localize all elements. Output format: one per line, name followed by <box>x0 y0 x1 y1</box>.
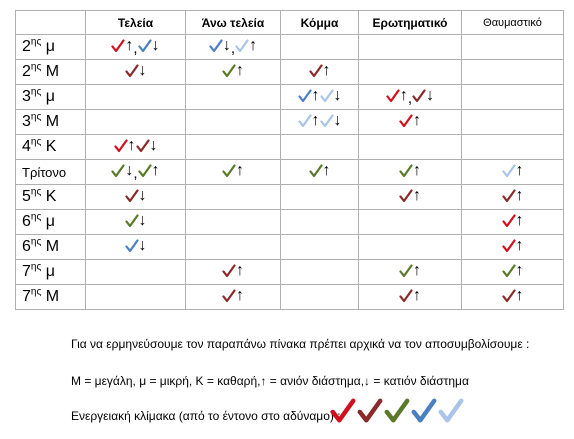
energy-scale-label: Ενεργειακή κλίμακα (από το έντονο στο αδύναμο) : <box>71 409 341 423</box>
ordinal-suffix: ης <box>30 211 42 223</box>
table-row <box>16 60 564 85</box>
table-cell <box>186 160 281 185</box>
ordinal-suffix: ης <box>30 111 42 123</box>
arrow-up-icon: ↑ <box>322 61 331 79</box>
check-icon <box>412 89 426 103</box>
interval-quality: μ <box>45 88 55 105</box>
arrow-up-icon: ↑ <box>413 261 421 279</box>
arrow-up-icon: ↑ <box>249 36 258 54</box>
table-cell <box>186 260 281 285</box>
check-icon <box>330 398 356 424</box>
interval-mark <box>502 238 524 254</box>
interval-mark <box>502 163 524 179</box>
arrow-down-icon: ↓ <box>125 161 134 179</box>
interval-mark <box>399 188 421 204</box>
interval-quality: μ <box>45 263 55 280</box>
table-cell <box>462 185 564 210</box>
arrow-down-icon: ↓ <box>138 186 147 204</box>
interval-mark <box>386 88 408 104</box>
table-cell <box>281 135 359 160</box>
legend-symbols: Μ = μεγάλη, μ = μικρή, Κ = καθαρή,↑ = ανιόν διάστημα,↓ = κατιόν διάστημα <box>71 374 469 388</box>
table-cell <box>359 260 462 285</box>
table-cell <box>462 160 564 185</box>
separator: , <box>407 89 413 107</box>
header-teleia: Τελεία <box>86 11 186 35</box>
interval-number: 7 <box>22 288 31 305</box>
interval-mark <box>114 138 136 154</box>
table-cell <box>462 285 564 310</box>
arrow-down-icon: ↓ <box>138 211 147 229</box>
table-cell <box>359 285 462 310</box>
check-icon <box>502 214 516 228</box>
table-cell <box>86 235 186 260</box>
interval-number: 2 <box>22 63 31 80</box>
table-cell <box>462 110 564 135</box>
check-icon <box>125 64 139 78</box>
arrow-up-icon: ↑ <box>399 86 408 104</box>
separator: , <box>133 39 138 57</box>
check-icon <box>309 64 323 78</box>
interval-mark <box>222 288 244 304</box>
interval-mark <box>399 263 421 279</box>
header-corner <box>16 11 86 35</box>
table-cell <box>281 60 359 85</box>
table-row <box>16 235 564 260</box>
row-label <box>16 260 86 285</box>
row-label <box>16 110 86 135</box>
interval-mark <box>309 163 331 179</box>
arrow-up-icon: ↑ <box>125 36 134 54</box>
table-cell <box>186 185 281 210</box>
table-cell <box>359 185 462 210</box>
arrow-up-icon: ↑ <box>236 261 244 279</box>
header-row <box>16 11 564 35</box>
ordinal-suffix: ης <box>30 236 42 248</box>
arrow-up-icon: ↑ <box>413 286 421 304</box>
table-cell <box>186 85 281 110</box>
interval-quality: Κ <box>45 138 57 155</box>
interval-mark <box>125 188 147 204</box>
interval-quality: Μ <box>45 288 60 305</box>
interval-number: 5 <box>22 188 31 205</box>
check-icon <box>502 239 516 253</box>
separator: , <box>230 39 236 57</box>
check-icon <box>138 39 152 53</box>
interval-quality: Μ <box>45 238 60 255</box>
check-icon <box>386 89 400 103</box>
table-cell <box>462 85 564 110</box>
check-icon <box>502 189 516 203</box>
check-icon <box>357 398 383 424</box>
arrow-up-icon: ↑ <box>515 186 524 204</box>
table-cell <box>86 160 186 185</box>
interval-quality: Μ <box>45 113 60 130</box>
interval-mark <box>125 63 147 79</box>
table-cell <box>186 210 281 235</box>
interval-mark <box>111 163 133 179</box>
table-cell <box>281 110 359 135</box>
table-cell <box>462 235 564 260</box>
interval-mark <box>320 113 342 129</box>
arrow-up-icon: ↑ <box>413 111 421 129</box>
table-cell <box>186 35 281 60</box>
interval-mark <box>502 288 524 304</box>
interval-number: 3 <box>22 113 31 130</box>
table-row <box>16 210 564 235</box>
row-label <box>16 35 86 60</box>
interval-mark <box>502 263 524 279</box>
table-cell <box>281 85 359 110</box>
table-cell <box>281 35 359 60</box>
table-cell <box>186 235 281 260</box>
check-icon <box>399 164 413 178</box>
ordinal-suffix: ης <box>30 36 42 48</box>
interval-number: 2 <box>22 38 31 55</box>
ordinal-suffix: ης <box>30 186 42 198</box>
ordinal-suffix: ης <box>30 86 42 98</box>
interval-mark <box>138 38 160 54</box>
arrow-up-icon: ↑ <box>413 161 421 179</box>
arrow-up-icon: ↑ <box>311 111 320 129</box>
check-icon <box>111 164 125 178</box>
table-row <box>16 110 564 135</box>
table-cell <box>86 60 186 85</box>
header-erotimatiko: Ερωτηματικό <box>359 11 462 35</box>
arrow-up-icon: ↑ <box>236 286 244 304</box>
check-icon <box>399 289 413 303</box>
interval-mark <box>298 113 320 129</box>
interval-mark <box>138 163 160 179</box>
table-row <box>16 260 564 285</box>
table-cell <box>281 285 359 310</box>
check-icon <box>309 164 323 178</box>
legend-intro: Για να ερμηνεύσουμε τον παραπάνω πίνακα πρέπει αρχικά να τον αποσυμβολίσουμε : <box>71 337 530 351</box>
interval-mark <box>298 88 320 104</box>
check-icon <box>502 164 516 178</box>
interval-mark <box>399 288 421 304</box>
arrow-up-icon: ↑ <box>515 236 524 254</box>
interval-mark <box>502 213 524 229</box>
table-cell <box>462 260 564 285</box>
table-row <box>16 285 564 310</box>
check-icon <box>298 89 312 103</box>
intervals-table <box>15 10 564 310</box>
check-icon <box>320 114 334 128</box>
table-cell <box>281 160 359 185</box>
arrow-up-icon: ↑ <box>515 286 524 304</box>
header-thavmastiko: Θαυμαστικό <box>462 11 564 35</box>
table-cell <box>186 135 281 160</box>
row-label <box>16 185 86 210</box>
check-icon <box>502 264 516 278</box>
row-label <box>16 60 86 85</box>
ordinal-suffix: ης <box>30 61 42 73</box>
interval-number: 6 <box>22 213 31 230</box>
ordinal-suffix: ης <box>30 261 42 273</box>
interval-mark <box>209 38 231 54</box>
table-row <box>16 35 564 60</box>
table-row <box>16 135 564 160</box>
interval-quality: μ <box>45 213 55 230</box>
energy-scale-checks <box>330 398 464 424</box>
interval-mark <box>309 63 331 79</box>
row-label <box>16 285 86 310</box>
arrow-down-icon: ↓ <box>222 36 231 54</box>
check-icon <box>114 139 128 153</box>
arrow-down-icon: ↓ <box>149 136 158 154</box>
interval-mark <box>125 238 147 254</box>
arrow-down-icon: ↓ <box>333 111 342 129</box>
arrow-down-icon: ↓ <box>151 36 160 54</box>
arrow-down-icon: ↓ <box>138 236 147 254</box>
interval-number: 7 <box>22 263 31 280</box>
table-cell <box>86 185 186 210</box>
table-cell <box>281 260 359 285</box>
arrow-up-icon: ↑ <box>151 161 160 179</box>
check-icon <box>399 114 413 128</box>
arrow-up-icon: ↑ <box>515 211 524 229</box>
table-cell <box>86 260 186 285</box>
table-cell <box>462 135 564 160</box>
table-cell <box>462 210 564 235</box>
row-label <box>16 235 86 260</box>
table-cell <box>186 285 281 310</box>
table-cell <box>86 210 186 235</box>
interval-mark <box>399 113 421 129</box>
row-label-text: Τρίτονο <box>22 164 67 180</box>
check-icon <box>384 398 410 424</box>
arrow-up-icon: ↑ <box>322 161 331 179</box>
interval-quality: μ <box>45 38 55 55</box>
check-icon <box>235 39 249 53</box>
table-cell <box>86 35 186 60</box>
table-cell <box>186 110 281 135</box>
check-icon <box>111 39 125 53</box>
interval-mark <box>399 163 421 179</box>
table-row <box>16 160 564 185</box>
table-cell <box>86 135 186 160</box>
check-icon <box>222 264 236 278</box>
interval-mark <box>125 213 147 229</box>
table-cell <box>281 210 359 235</box>
arrow-up-icon: ↑ <box>515 261 524 279</box>
table-cell <box>359 160 462 185</box>
arrow-down-icon: ↓ <box>138 61 147 79</box>
interval-mark <box>111 38 133 54</box>
table-cell <box>359 210 462 235</box>
interval-quality: Κ <box>45 188 57 205</box>
check-icon <box>222 289 236 303</box>
arrow-up-icon: ↑ <box>515 161 524 179</box>
check-icon <box>138 164 152 178</box>
table-cell <box>281 235 359 260</box>
arrow-up-icon: ↑ <box>127 136 136 154</box>
check-icon <box>222 164 236 178</box>
check-icon <box>136 139 150 153</box>
check-icon <box>222 64 236 78</box>
table-cell <box>359 110 462 135</box>
interval-mark <box>235 38 257 54</box>
row-label <box>16 85 86 110</box>
interval-mark <box>136 138 158 154</box>
interval-mark <box>320 88 342 104</box>
check-icon <box>438 398 464 424</box>
arrow-up-icon: ↑ <box>311 86 320 104</box>
table-cell <box>359 85 462 110</box>
check-icon <box>298 114 312 128</box>
table-cell <box>359 60 462 85</box>
interval-mark <box>412 88 434 104</box>
header-komma: Κόμμα <box>281 11 359 35</box>
interval-number: 3 <box>22 88 31 105</box>
table-cell <box>86 285 186 310</box>
check-icon <box>502 289 516 303</box>
check-icon <box>209 39 223 53</box>
table-cell <box>359 235 462 260</box>
ordinal-suffix: ης <box>30 286 42 298</box>
table-row <box>16 185 564 210</box>
table-cell <box>462 35 564 60</box>
table-cell <box>359 135 462 160</box>
interval-quality: Μ <box>45 63 60 80</box>
table-cell <box>462 60 564 85</box>
table-cell <box>86 110 186 135</box>
row-label <box>16 210 86 235</box>
table-cell <box>186 60 281 85</box>
check-icon <box>399 189 413 203</box>
interval-mark <box>222 163 244 179</box>
arrow-up-icon: ↑ <box>236 161 244 179</box>
interval-number: 4 <box>22 138 31 155</box>
check-icon <box>411 398 437 424</box>
check-icon <box>125 214 139 228</box>
arrow-up-icon: ↑ <box>413 186 421 204</box>
check-icon <box>320 89 334 103</box>
table-cell <box>86 85 186 110</box>
check-icon <box>125 189 139 203</box>
separator: , <box>133 164 138 182</box>
row-label <box>16 160 86 185</box>
interval-mark <box>502 188 524 204</box>
arrow-down-icon: ↓ <box>333 86 342 104</box>
interval-mark <box>222 63 244 79</box>
ordinal-suffix: ης <box>30 136 42 148</box>
table-row <box>16 85 564 110</box>
table-cell <box>281 185 359 210</box>
check-icon <box>125 239 139 253</box>
header-ano-teleia: Άνω τελεία <box>186 11 281 35</box>
arrow-down-icon: ↓ <box>426 86 435 104</box>
row-label <box>16 135 86 160</box>
check-icon <box>399 264 413 278</box>
table-cell <box>359 35 462 60</box>
arrow-up-icon: ↑ <box>236 61 244 79</box>
interval-mark <box>222 263 244 279</box>
interval-number: 6 <box>22 238 31 255</box>
